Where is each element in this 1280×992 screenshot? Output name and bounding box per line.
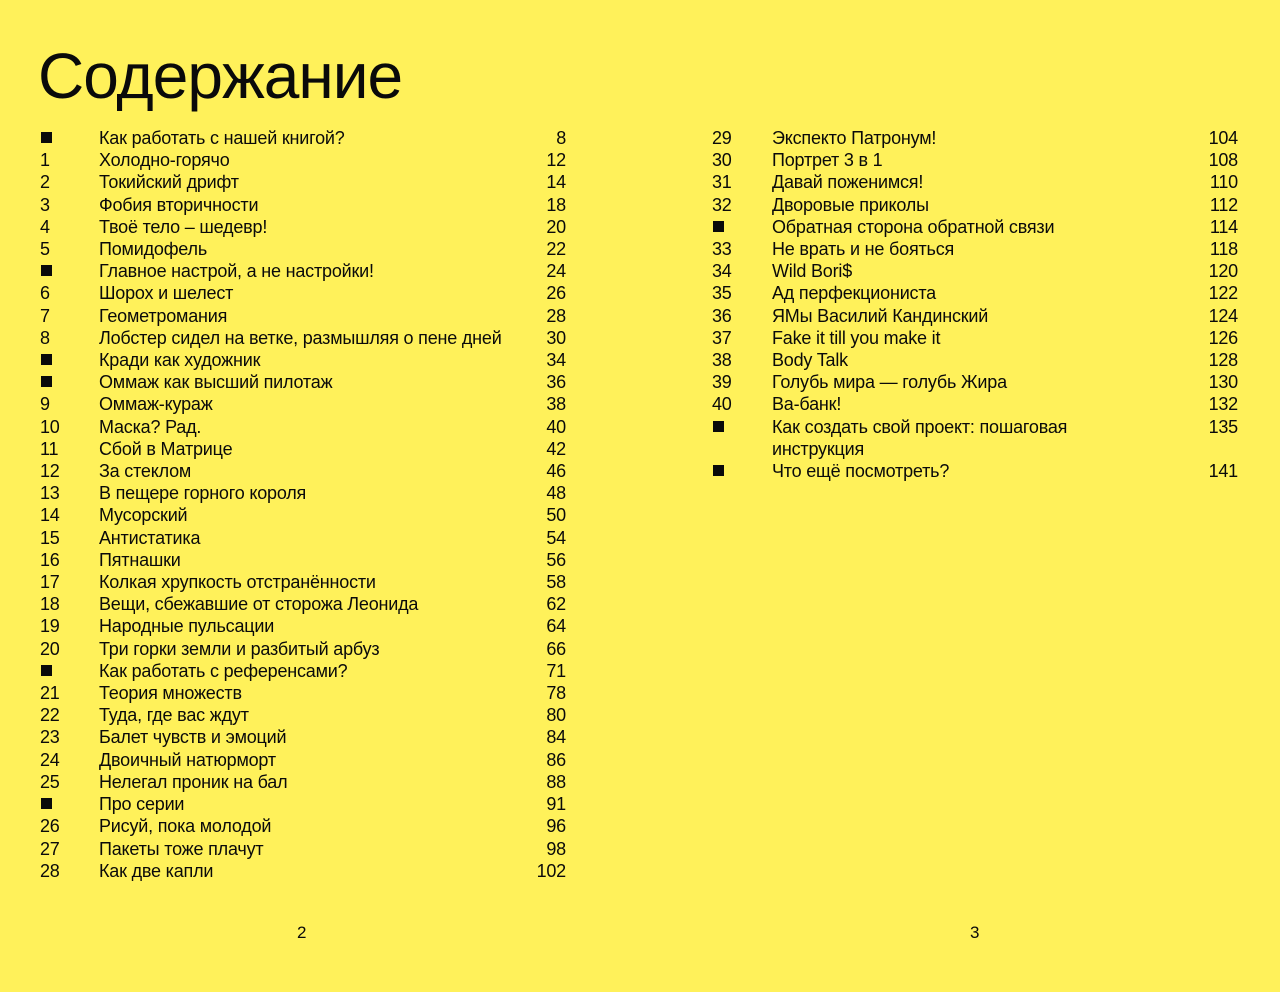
chapter-title: Голубь мира — голубь Жира xyxy=(772,372,1007,393)
chapter-title: Три горки земли и разбитый арбуз xyxy=(99,638,380,659)
toc-entry[interactable] xyxy=(40,127,566,149)
chapter-title: Wild Bori$ xyxy=(772,261,853,282)
chapter-title: Обратная сторона обратной связи xyxy=(772,216,1055,237)
chapter-number: 38 xyxy=(712,350,732,371)
chapter-number: 33 xyxy=(712,239,732,260)
toc-entry[interactable] xyxy=(40,593,566,615)
chapter-number: 24 xyxy=(40,749,60,770)
chapter-page: 66 xyxy=(546,638,566,659)
chapter-number: 4 xyxy=(40,216,50,237)
toc-entry[interactable] xyxy=(712,194,1238,216)
chapter-number: 14 xyxy=(40,505,60,526)
chapter-number: 12 xyxy=(40,461,60,482)
chapter-page: 26 xyxy=(546,283,566,304)
chapter-page: 91 xyxy=(546,794,566,815)
chapter-title: Не врать и не бояться xyxy=(772,239,955,260)
chapter-number: 19 xyxy=(40,616,60,637)
chapter-title: Мусорский xyxy=(99,505,188,526)
chapter-title: За стеклом xyxy=(99,461,192,482)
toc-entry[interactable] xyxy=(40,860,566,882)
chapter-number: 1 xyxy=(40,150,50,171)
chapter-title: Рисуй, пока молодой xyxy=(99,816,272,837)
chapter-number: 2 xyxy=(40,172,50,193)
page-title: Содержание xyxy=(38,40,403,112)
chapter-title: Колкая хрупкость отстранённости xyxy=(99,572,376,593)
chapter-title: Шорох и шелест xyxy=(99,283,234,304)
chapter-page: 126 xyxy=(1208,327,1238,348)
chapter-title: Экспекто Патронум! xyxy=(772,128,937,148)
chapter-number: 13 xyxy=(40,483,60,504)
chapter-number: 40 xyxy=(712,394,732,415)
chapter-title: Фобия вторичности xyxy=(99,194,259,215)
toc-entry[interactable] xyxy=(712,238,1238,260)
chapter-title: Body Talk xyxy=(772,350,848,371)
toc-entry[interactable] xyxy=(712,371,1238,393)
toc-entry[interactable] xyxy=(40,527,566,549)
chapter-number: 15 xyxy=(40,527,60,548)
chapter-number: 22 xyxy=(40,705,60,726)
toc-entry[interactable] xyxy=(40,660,566,682)
toc-entry[interactable] xyxy=(40,327,566,349)
chapter-number: 23 xyxy=(40,727,60,748)
chapter-page: 96 xyxy=(546,816,566,837)
chapter-page: 36 xyxy=(546,372,566,393)
chapter-page: 28 xyxy=(546,305,566,326)
chapter-number: 39 xyxy=(712,372,732,393)
chapter-page: 46 xyxy=(546,461,566,482)
toc-entry[interactable] xyxy=(712,460,1238,482)
page-number-left: 2 xyxy=(297,923,307,942)
chapter-title: Народные пульсации xyxy=(99,616,275,637)
chapter-title: Туда, где вас ждут xyxy=(99,705,249,726)
chapter-number: 18 xyxy=(40,594,60,615)
toc-entry[interactable] xyxy=(40,815,566,837)
chapter-page: 80 xyxy=(546,705,566,726)
page-number-right: 3 xyxy=(970,923,980,942)
chapter-title: Помидофель xyxy=(99,239,207,260)
chapter-page: 130 xyxy=(1208,372,1238,393)
toc-entry[interactable] xyxy=(40,638,566,660)
chapter-title: Пакеты тоже плачут xyxy=(99,838,264,859)
chapter-number: 10 xyxy=(40,416,60,437)
toc-entry[interactable] xyxy=(40,260,566,282)
chapter-title: ЯМы Василий Кандинский xyxy=(772,305,989,326)
chapter-page: 34 xyxy=(546,350,566,371)
chapter-page: 56 xyxy=(546,549,566,570)
toc-entry[interactable] xyxy=(40,615,566,637)
toc-entry[interactable] xyxy=(40,171,566,193)
toc-entry[interactable] xyxy=(712,127,1238,149)
chapter-page: 62 xyxy=(546,594,566,615)
square-bullet-icon xyxy=(712,216,772,238)
chapter-title: Про серии xyxy=(99,794,185,815)
chapter-title: Геометромания xyxy=(99,305,228,326)
chapter-title: Как две капли xyxy=(99,860,214,881)
chapter-number: 21 xyxy=(40,683,60,704)
chapter-number: 20 xyxy=(40,638,60,659)
chapter-page: 50 xyxy=(546,505,566,526)
toc-entry[interactable] xyxy=(40,393,566,415)
chapter-number: 8 xyxy=(40,327,50,348)
chapter-number: 25 xyxy=(40,771,60,792)
chapter-page: 124 xyxy=(1208,305,1238,326)
toc-entry[interactable] xyxy=(40,838,566,860)
chapter-title: Как создать свой проект: пошаговая инструкция xyxy=(772,416,1068,459)
chapter-page: 48 xyxy=(546,483,566,504)
chapter-title: Дворовые приколы xyxy=(772,194,929,215)
chapter-page: 78 xyxy=(546,683,566,704)
square-bullet-icon xyxy=(712,416,772,438)
chapter-title: Как работать с референсами? xyxy=(99,660,348,681)
toc-entry[interactable] xyxy=(40,682,566,704)
chapter-title: Давай поженимся! xyxy=(772,172,924,193)
toc-right-column xyxy=(712,127,1238,482)
chapter-page: 24 xyxy=(546,261,566,282)
chapter-title: Как работать с нашей книгой? xyxy=(99,128,345,148)
toc-entry[interactable] xyxy=(40,549,566,571)
square-bullet-icon xyxy=(40,127,99,149)
chapter-title: Главное настрой, а не настройки! xyxy=(99,261,374,282)
toc-entry[interactable] xyxy=(712,216,1238,238)
chapter-title: Токийский дрифт xyxy=(99,172,239,193)
toc-entry[interactable] xyxy=(40,216,566,238)
chapter-title: Портрет 3 в 1 xyxy=(772,150,883,171)
chapter-page: 71 xyxy=(546,660,566,681)
toc-left-column xyxy=(40,127,566,882)
chapter-number: 28 xyxy=(40,860,60,881)
square-bullet-icon xyxy=(40,793,99,815)
chapter-page: 38 xyxy=(546,394,566,415)
toc-entry[interactable] xyxy=(40,793,566,815)
toc-entry[interactable] xyxy=(40,371,566,393)
toc-entry[interactable] xyxy=(40,149,566,171)
chapter-page: 54 xyxy=(546,527,566,548)
chapter-page: 108 xyxy=(1208,150,1238,171)
chapter-page: 30 xyxy=(546,327,566,348)
chapter-title: Двоичный натюрморт xyxy=(99,749,276,770)
chapter-page: 102 xyxy=(536,860,566,881)
chapter-title: Нелегал проник на бал xyxy=(99,771,288,792)
toc-entry[interactable] xyxy=(712,393,1238,415)
toc-entry[interactable] xyxy=(40,726,566,748)
chapter-title: Вещи, сбежавшие от сторожа Леонида xyxy=(99,594,419,615)
chapter-title: Холодно-горячо xyxy=(99,150,230,171)
chapter-title: Ад перфекциониста xyxy=(772,283,936,304)
chapter-page: 135 xyxy=(1208,416,1238,437)
chapter-title: Антистатика xyxy=(99,527,201,548)
square-bullet-icon xyxy=(40,371,99,393)
chapter-title: Теория множеств xyxy=(99,683,242,704)
chapter-number: 11 xyxy=(40,438,59,459)
toc-entry[interactable] xyxy=(712,416,1238,460)
square-bullet-icon xyxy=(40,660,99,682)
toc-entry[interactable] xyxy=(40,771,566,793)
chapter-number: 9 xyxy=(40,394,50,415)
chapter-title: Fake it till you make it xyxy=(772,327,941,348)
chapter-page: 58 xyxy=(546,572,566,593)
chapter-title: Сбой в Матрице xyxy=(99,438,233,459)
toc-entry[interactable] xyxy=(712,327,1238,349)
square-bullet-icon xyxy=(712,460,772,482)
toc-entry[interactable] xyxy=(40,482,566,504)
square-bullet-icon xyxy=(40,260,99,282)
chapter-page: 8 xyxy=(556,128,566,148)
chapter-page: 110 xyxy=(1209,172,1238,193)
toc-entry[interactable] xyxy=(40,305,566,327)
chapter-number: 27 xyxy=(40,838,60,859)
chapter-number: 6 xyxy=(40,283,50,304)
toc-entry[interactable] xyxy=(40,749,566,771)
toc-entry[interactable] xyxy=(40,416,566,438)
chapter-title: Оммаж как высший пилотаж xyxy=(99,372,333,393)
chapter-number: 3 xyxy=(40,194,50,215)
toc-entry[interactable] xyxy=(712,305,1238,327)
toc-entry[interactable] xyxy=(40,349,566,371)
chapter-title: Ва-банк! xyxy=(772,394,842,415)
chapter-title: Что ещё посмотреть? xyxy=(772,461,950,482)
chapter-number: 31 xyxy=(712,172,732,193)
chapter-title: В пещере горного короля xyxy=(99,483,307,504)
chapter-number: 29 xyxy=(712,128,732,148)
chapter-page: 120 xyxy=(1208,261,1238,282)
chapter-number: 36 xyxy=(712,305,732,326)
chapter-number: 5 xyxy=(40,239,50,260)
chapter-page: 12 xyxy=(546,150,566,171)
chapter-page: 114 xyxy=(1209,216,1238,237)
toc-entry[interactable] xyxy=(712,171,1238,193)
toc-entry[interactable] xyxy=(40,571,566,593)
chapter-number: 35 xyxy=(712,283,732,304)
toc-entry[interactable] xyxy=(712,349,1238,371)
toc-entry[interactable] xyxy=(40,504,566,526)
chapter-page: 86 xyxy=(546,749,566,770)
chapter-number: 7 xyxy=(40,305,50,326)
chapter-title: Лобстер сидел на ветке, размышляя о пене дней xyxy=(99,327,502,348)
toc-entry[interactable] xyxy=(712,260,1238,282)
toc-entry[interactable] xyxy=(40,460,566,482)
toc-entry[interactable] xyxy=(40,704,566,726)
chapter-page: 118 xyxy=(1209,239,1238,260)
chapter-title: Твоё тело – шедевр! xyxy=(99,216,268,237)
chapter-page: 98 xyxy=(546,838,566,859)
chapter-number: 32 xyxy=(712,194,732,215)
chapter-page: 22 xyxy=(546,239,566,260)
chapter-page: 84 xyxy=(546,727,566,748)
chapter-title: Кради как художник xyxy=(99,350,261,371)
chapter-number: 37 xyxy=(712,327,732,348)
chapter-page: 20 xyxy=(546,216,566,237)
chapter-page: 42 xyxy=(546,438,566,459)
square-bullet-icon xyxy=(40,349,99,371)
chapter-page: 14 xyxy=(546,172,566,193)
chapter-title: Оммаж-кураж xyxy=(99,394,213,415)
chapter-number: 30 xyxy=(712,150,732,171)
chapter-title: Пятнашки xyxy=(99,549,181,570)
chapter-page: 18 xyxy=(546,194,566,215)
toc-entry[interactable] xyxy=(712,282,1238,304)
chapter-page: 88 xyxy=(546,771,566,792)
chapter-number: 26 xyxy=(40,816,60,837)
chapter-page: 122 xyxy=(1208,283,1238,304)
toc-entry[interactable] xyxy=(40,194,566,216)
chapter-number: 34 xyxy=(712,261,732,282)
toc-entry[interactable] xyxy=(40,438,566,460)
chapter-number: 17 xyxy=(40,572,60,593)
toc-entry[interactable] xyxy=(712,149,1238,171)
chapter-page: 104 xyxy=(1208,128,1238,148)
chapter-page: 141 xyxy=(1208,461,1238,482)
toc-entry[interactable] xyxy=(40,238,566,260)
chapter-page: 40 xyxy=(546,416,566,437)
chapter-page: 132 xyxy=(1208,394,1238,415)
chapter-title: Маска? Рад. xyxy=(99,416,202,437)
toc-entry[interactable] xyxy=(40,282,566,304)
chapter-page: 128 xyxy=(1208,350,1238,371)
chapter-page: 64 xyxy=(546,616,566,637)
chapter-number: 16 xyxy=(40,549,60,570)
chapter-title: Балет чувств и эмоций xyxy=(99,727,287,748)
chapter-page: 112 xyxy=(1209,194,1238,215)
